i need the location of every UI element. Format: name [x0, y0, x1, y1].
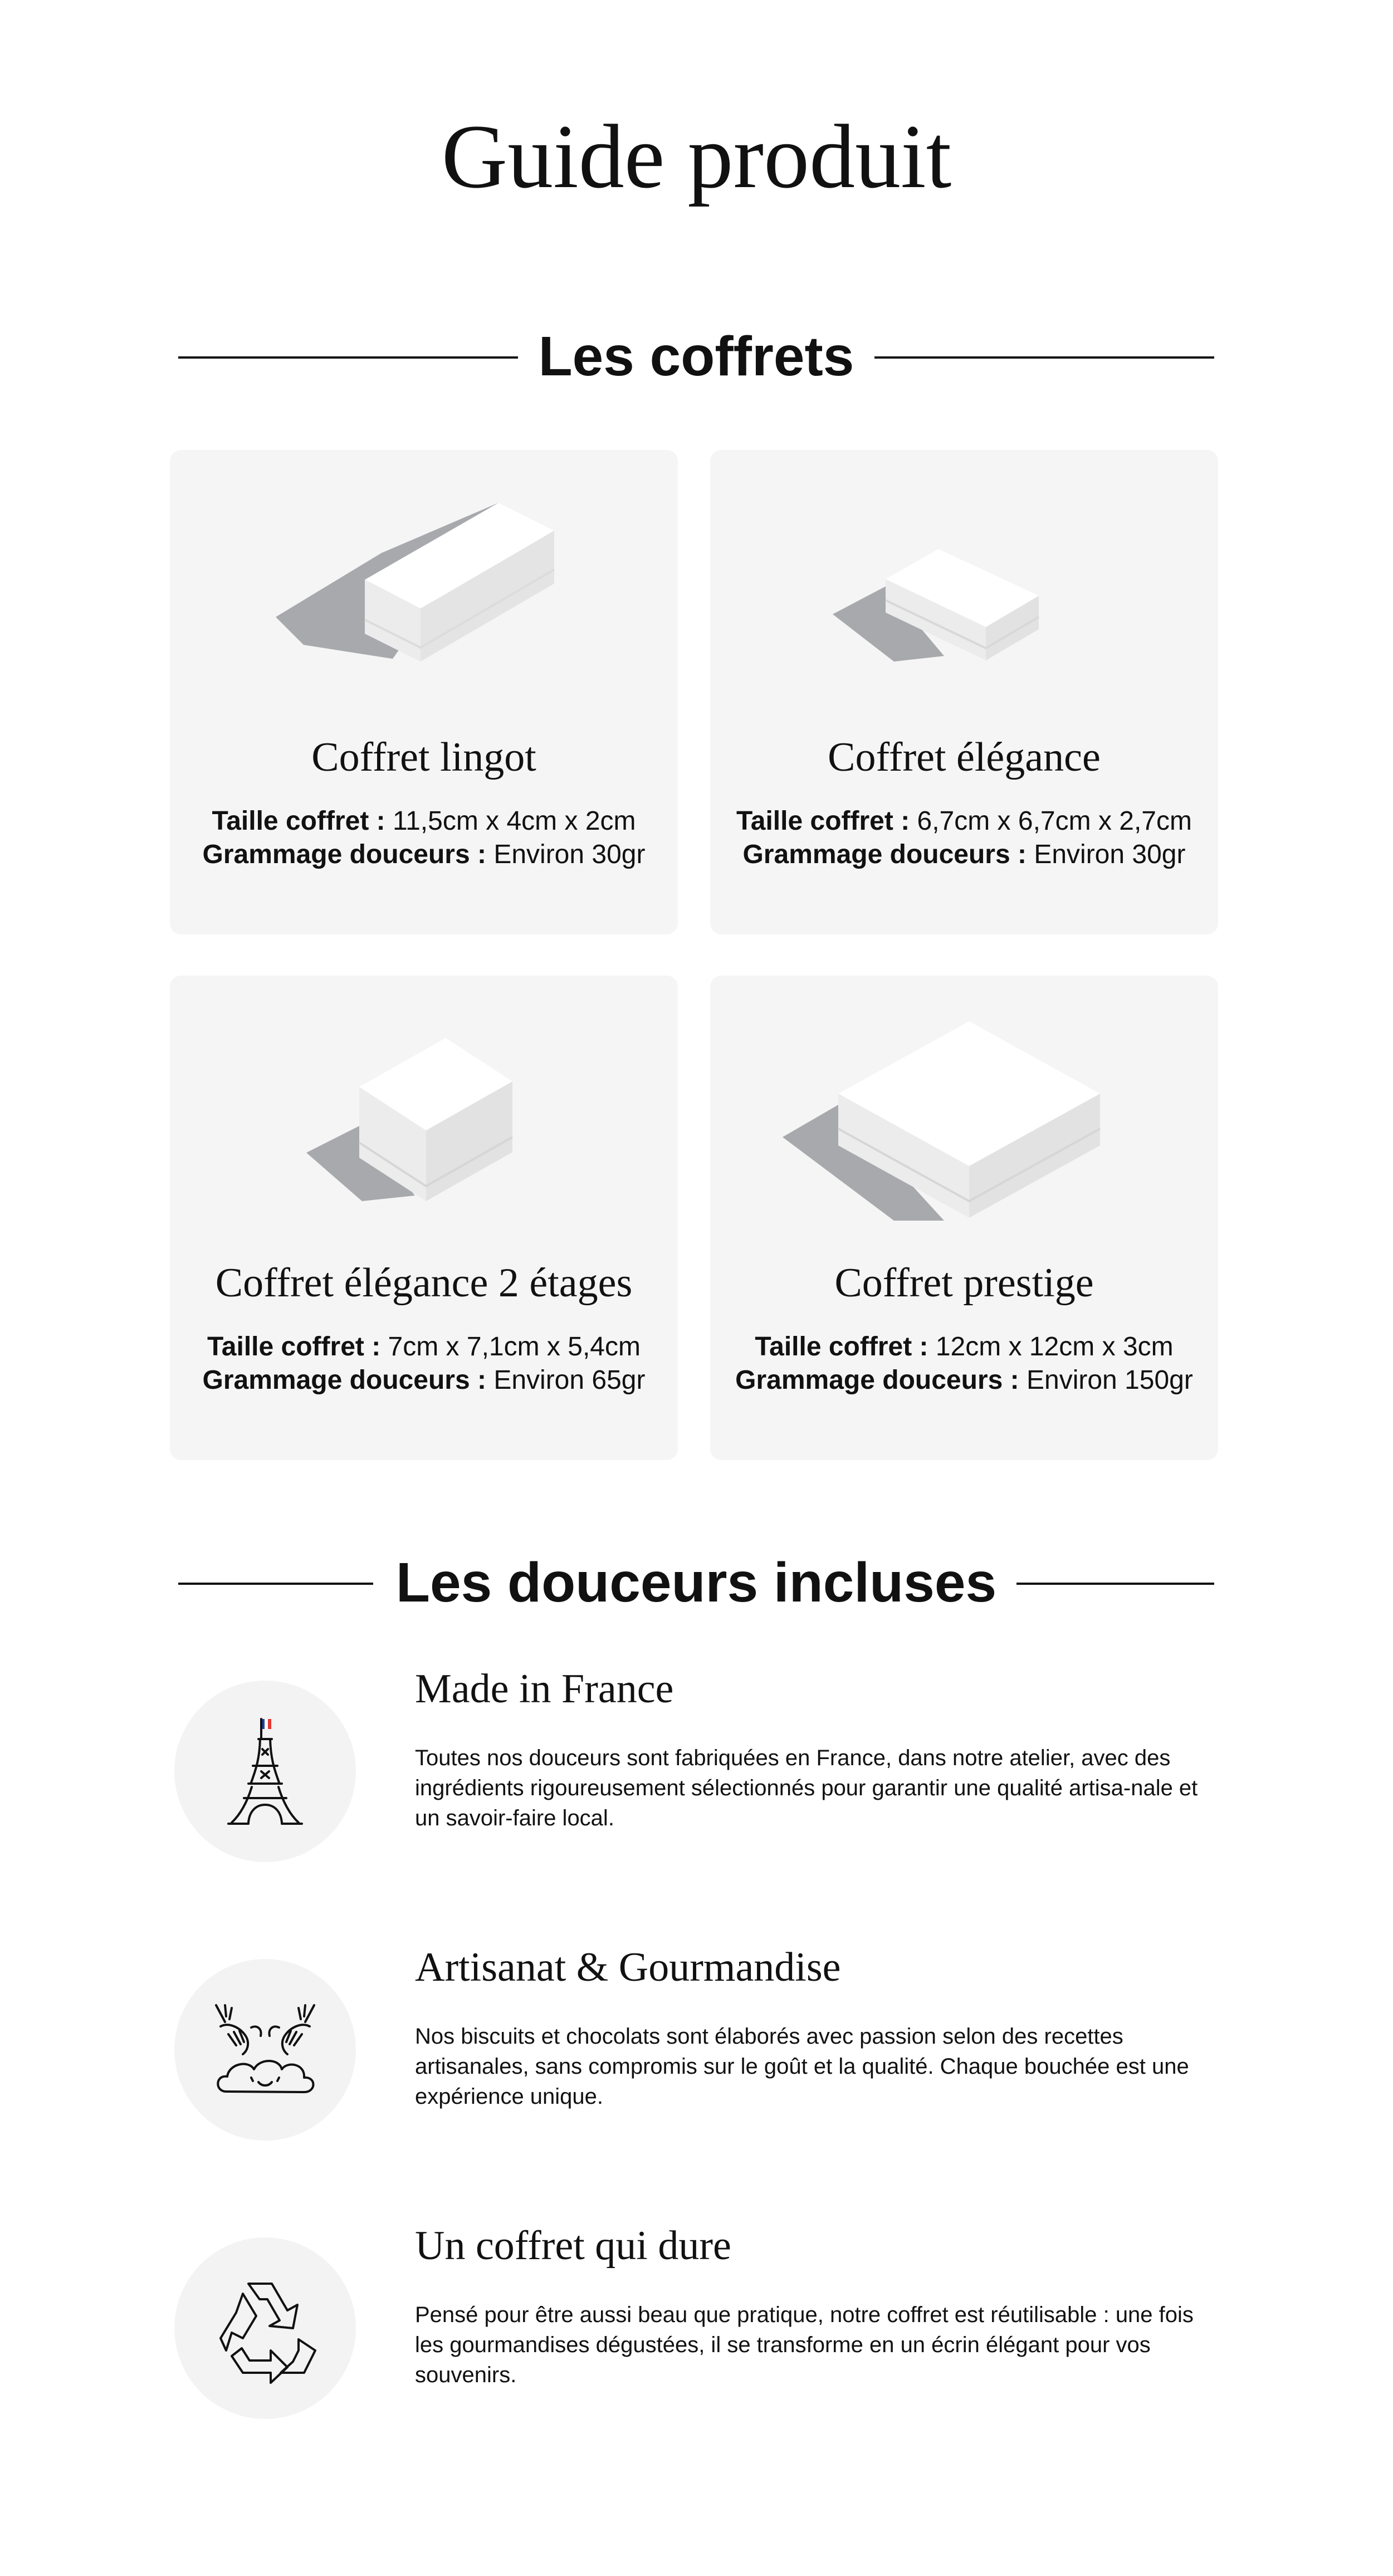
- feature-icon-circle: [174, 2237, 356, 2419]
- coffret-name: Coffret lingot: [311, 734, 536, 780]
- coffret-weight: [710, 841, 1218, 868]
- kneading-hands-icon: [209, 1994, 321, 2105]
- coffret-elegance-2-etages-illustration: [170, 976, 678, 1221]
- section-heading-coffrets: [178, 317, 1214, 395]
- coffret-lingot-illustration: [170, 450, 678, 695]
- coffret-card-elegance: [710, 450, 1218, 934]
- feature-text: Toutes nos douceurs sont fabriquées en France, dans notre atelier, avec des ingrédients rigoureusement sélectionnés pour garantir une qualité artisa-nale et un savoir-faire local.: [415, 1746, 1198, 1830]
- coffret-weight: [170, 1367, 678, 1394]
- feature-text: Pensé pour être aussi beau que pratique, notre coffret est réutilisable : une fois les gourmandises dégustées, il se transforme en un écrin élégant pour vos souvenirs.: [415, 2303, 1194, 2387]
- feature-coffret-durable: [173, 2223, 1225, 2421]
- coffret-weight: [710, 1367, 1218, 1394]
- feature-title: Made in France: [415, 1666, 674, 1712]
- weight-value: Environ 30gr: [1026, 840, 1186, 869]
- feature-title: Artisanat & Gourmandise: [415, 1945, 841, 1990]
- size-label: Taille coffret :: [755, 1332, 928, 1362]
- weight-label: Grammage douceurs :: [742, 840, 1027, 869]
- size-value: 12cm x 12cm x 3cm: [928, 1332, 1174, 1362]
- feature-made-in-france: [173, 1666, 1225, 1864]
- coffret-name: Coffret élégance 2 étages: [215, 1260, 633, 1306]
- size-label: Taille coffret :: [736, 806, 910, 836]
- coffret-size: [170, 808, 678, 835]
- coffret-weight: [170, 841, 678, 868]
- section-heading-douceurs: [178, 1544, 1214, 1622]
- section-title: Les coffrets: [538, 325, 854, 388]
- feature-artisanat: [173, 1945, 1225, 2143]
- coffret-name: Coffret élégance: [828, 734, 1101, 780]
- recycle-icon: [209, 2273, 321, 2384]
- weight-value: Environ 65gr: [486, 1365, 646, 1395]
- coffret-size: [710, 808, 1218, 835]
- feature-icon-circle: [174, 1959, 356, 2141]
- weight-label: Grammage douceurs :: [735, 1365, 1019, 1395]
- weight-value: Environ 150gr: [1019, 1365, 1193, 1395]
- coffret-card-elegance-2-etages: [170, 976, 678, 1460]
- feature-text: Nos biscuits et chocolats sont élaborés avec passion selon des recettes artisanales, sans compromis sur le goût et la qualité. Chaque bouchée est une expérience unique.: [415, 2024, 1189, 2109]
- feature-icon-circle: [174, 1681, 356, 1862]
- coffret-name: Coffret prestige: [834, 1260, 1094, 1306]
- coffret-prestige-illustration: [710, 976, 1218, 1221]
- size-value: 6,7cm x 6,7cm x 2,7cm: [910, 806, 1192, 836]
- weight-value: Environ 30gr: [486, 840, 646, 869]
- coffret-card-prestige: [710, 976, 1218, 1460]
- weight-label: Grammage douceurs :: [202, 840, 486, 869]
- coffret-elegance-illustration: [710, 450, 1218, 695]
- size-label: Taille coffret :: [207, 1332, 381, 1362]
- coffret-size: [170, 1334, 678, 1360]
- size-value: 11,5cm x 4cm x 2cm: [385, 806, 636, 836]
- eiffel-tower-icon: [209, 1716, 321, 1827]
- feature-title: Un coffret qui dure: [415, 2223, 731, 2269]
- size-value: 7cm x 7,1cm x 5,4cm: [380, 1332, 641, 1362]
- weight-label: Grammage douceurs :: [202, 1365, 486, 1395]
- page-title: Guide produit: [441, 106, 952, 207]
- coffret-card-lingot: [170, 450, 678, 934]
- size-label: Taille coffret :: [212, 806, 385, 836]
- coffret-size: [710, 1334, 1218, 1360]
- section-title: Les douceurs incluses: [395, 1551, 997, 1614]
